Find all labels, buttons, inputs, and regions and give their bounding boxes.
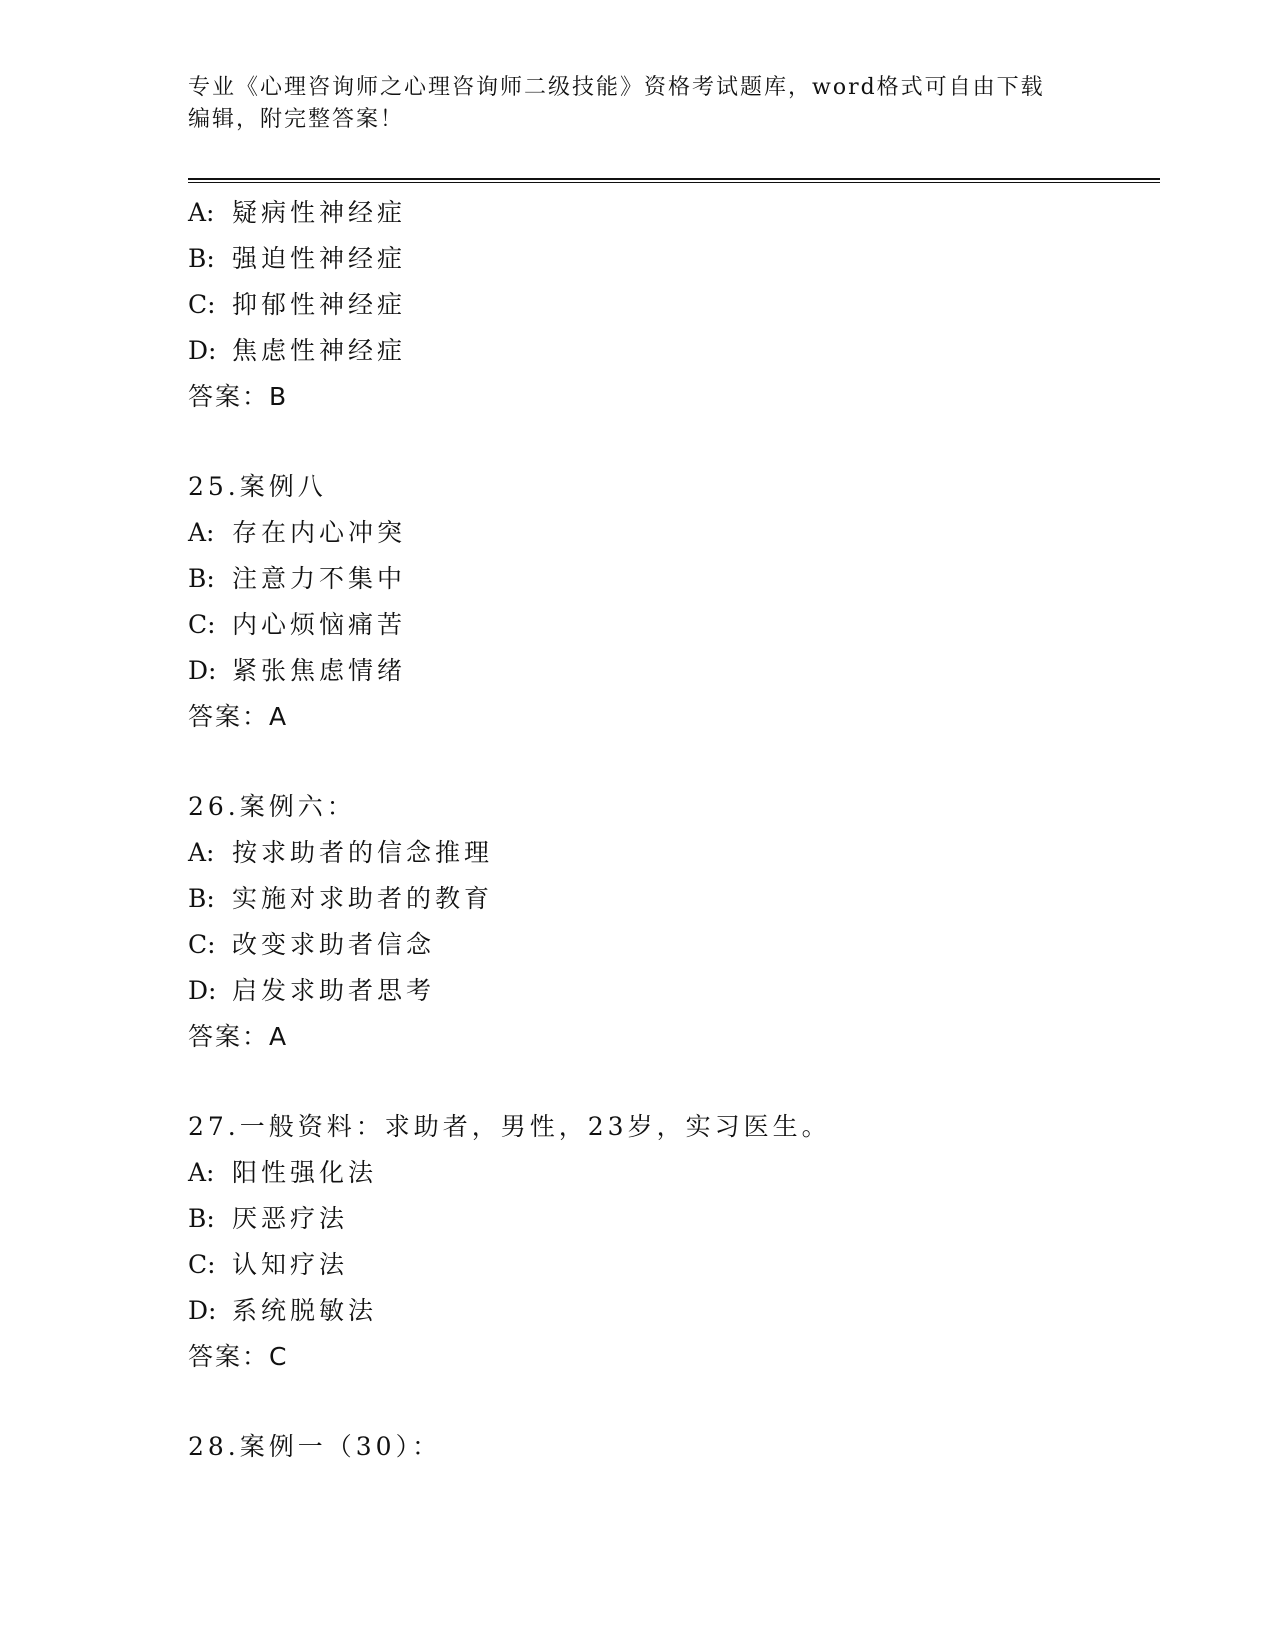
option-text: 系统脱敏法 [232, 1296, 378, 1325]
option-letter: A: [188, 198, 215, 227]
option-letter: B: [188, 1204, 215, 1233]
answer-line: 答案：C [188, 1342, 289, 1371]
question-block [188, 784, 1148, 1060]
option-text: 注意力不集中 [232, 564, 407, 593]
option-b [188, 556, 1148, 602]
option-text: 内心烦恼痛苦 [232, 610, 407, 639]
question-title: 28.案例一（30）： [188, 1432, 442, 1461]
option-text: 厌恶疗法 [232, 1204, 349, 1233]
option-text: 存在内心冲突 [232, 518, 407, 547]
question-title: 26.案例六： [188, 792, 356, 821]
option-a [188, 510, 1148, 556]
option-b [188, 1196, 1148, 1242]
option-letter: C: [188, 290, 216, 319]
option-b [188, 876, 1148, 922]
option-text: 抑郁性神经症 [232, 290, 407, 319]
option-letter: D: [188, 336, 217, 365]
answer-line: 答案：A [188, 1022, 289, 1051]
option-text: 实施对求助者的教育 [232, 884, 494, 913]
option-c [188, 922, 1148, 968]
option-text: 阳性强化法 [232, 1158, 378, 1187]
option-text: 强迫性神经症 [232, 244, 407, 273]
option-c [188, 1242, 1148, 1288]
option-text: 紧张焦虑情绪 [232, 656, 407, 685]
option-text: 疑病性神经症 [232, 198, 407, 227]
document-header [188, 72, 1088, 136]
option-letter: B: [188, 244, 215, 273]
option-letter: C: [188, 610, 216, 639]
question-block [188, 1104, 1148, 1380]
question-title: 27.一般资料：求助者，男性，23岁，实习医生。 [188, 1112, 831, 1141]
question-block [188, 1424, 1148, 1470]
option-text: 认知疗法 [232, 1250, 349, 1279]
header-line-1: 专业《心理咨询师之心理咨询师二级技能》资格考试题库，word格式可自由下载 [188, 75, 1045, 100]
option-letter: D: [188, 1296, 217, 1325]
question-list [188, 190, 1148, 1470]
option-d [188, 648, 1148, 694]
option-a [188, 1150, 1148, 1196]
option-text: 改变求助者信念 [232, 930, 436, 959]
question-title: 25.案例八 [188, 472, 327, 501]
option-letter: C: [188, 1250, 216, 1279]
option-a [188, 830, 1148, 876]
option-c [188, 602, 1148, 648]
option-letter: D: [188, 656, 217, 685]
option-d [188, 328, 1148, 374]
option-d [188, 968, 1148, 1014]
question-block [188, 464, 1148, 740]
option-text: 按求助者的信念推理 [232, 838, 494, 867]
option-letter: A: [188, 518, 215, 547]
option-letter: A: [188, 1158, 215, 1187]
header-line-2: 编辑，附完整答案！ [188, 107, 405, 132]
question-block [188, 190, 1148, 420]
option-d [188, 1288, 1148, 1334]
answer-line: 答案：A [188, 702, 289, 731]
option-letter: C: [188, 930, 216, 959]
option-b [188, 236, 1148, 282]
option-letter: D: [188, 976, 217, 1005]
option-text: 焦虑性神经症 [232, 336, 407, 365]
option-letter: A: [188, 838, 215, 867]
option-letter: B: [188, 884, 215, 913]
option-text: 启发求助者思考 [232, 976, 436, 1005]
header-divider [188, 178, 1160, 184]
option-letter: B: [188, 564, 215, 593]
answer-line: 答案：B [188, 382, 289, 411]
option-a [188, 190, 1148, 236]
option-c [188, 282, 1148, 328]
